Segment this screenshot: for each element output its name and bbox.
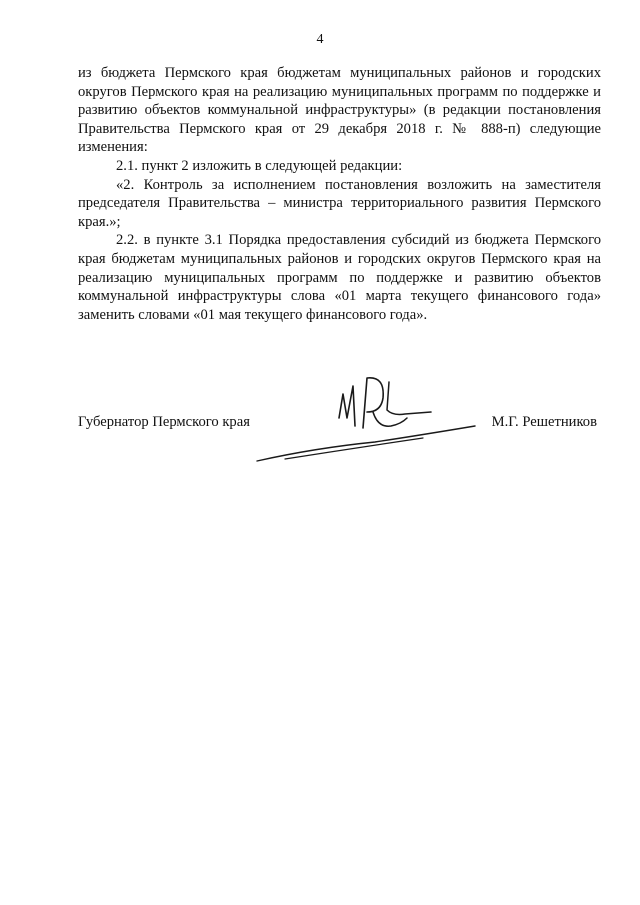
page-number: 4 bbox=[316, 32, 324, 47]
paragraph-continuation: из бюджета Пермского края бюджетам муниципальных районов и городских округов Пермского края на реализацию муниципальных программ по поддержке и развитию объектов коммунальной инфраструктуры» (в редакции постановления Правительства Пермского края от 29 декабря 2018 г. № 888-п) следующие изменения: bbox=[78, 65, 601, 156]
paragraph-quote-2: «2. Контроль за исполнением постановления возложить на заместителя председателя Правительства – министра территориального развития Пермского края.»; bbox=[78, 176, 601, 230]
signatory-position: Губернатор Пермского края bbox=[78, 414, 250, 430]
document-body bbox=[78, 64, 601, 324]
signatory-name: М.Г. Решетников bbox=[491, 414, 597, 430]
paragraph-item-2-1: 2.1. пункт 2 изложить в следующей редакции: bbox=[116, 157, 403, 174]
paragraph-item-2-2: 2.2. в пункте 3.1 Порядка предоставления субсидий из бюджета Пермского края бюджетам муниципальных районов и городских округов Пермского края на реализацию муниципальных программ по поддержке и развитию объектов коммунальной инфраструктуры слова «01 марта текущего финансового года» заменить словами «01 мая текущего финансового года». bbox=[78, 232, 601, 323]
signature-block bbox=[78, 413, 601, 443]
